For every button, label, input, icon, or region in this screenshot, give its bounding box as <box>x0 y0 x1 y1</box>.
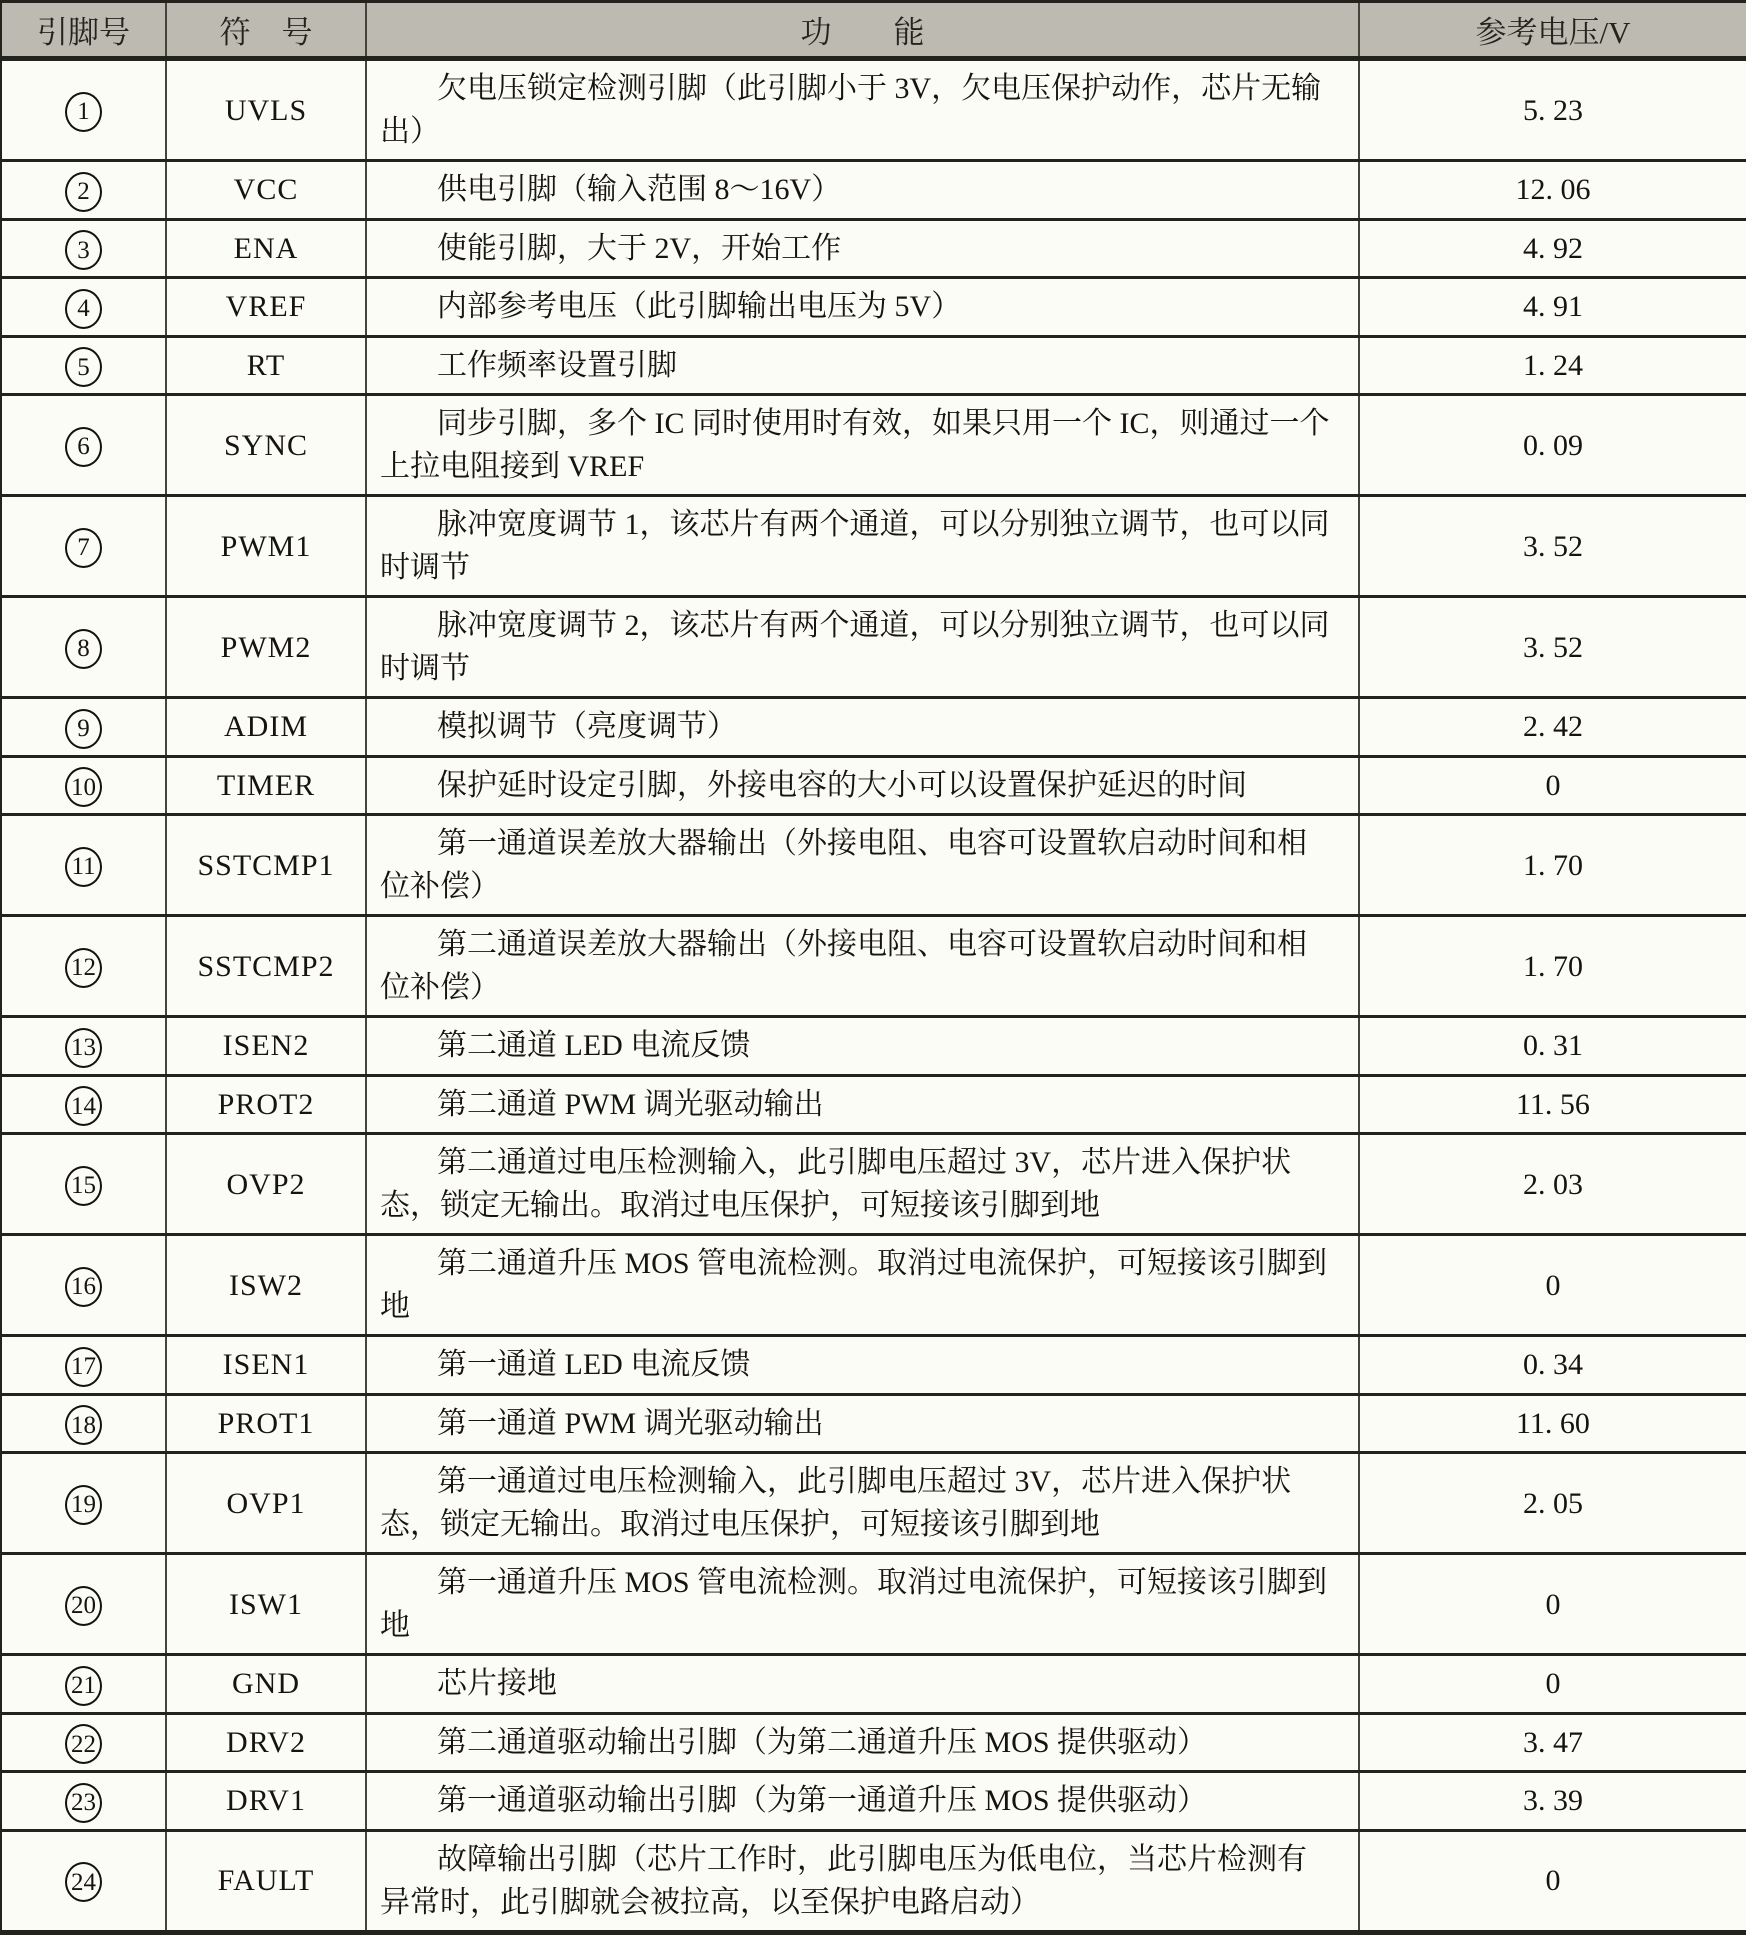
voltage-cell: 2. 42 <box>1359 698 1746 757</box>
voltage-cell: 0 <box>1359 1655 1746 1714</box>
table-row <box>1 336 1746 395</box>
symbol-cell: ADIM <box>166 698 366 757</box>
circled-pin-number: 16 <box>65 1267 102 1307</box>
symbol-cell: DRV2 <box>166 1713 366 1772</box>
function-cell: 第二通道驱动输出引脚（为第二通道升压 MOS 提供驱动） <box>366 1713 1359 1772</box>
function-cell: 脉冲宽度调节 2，该芯片有两个通道，可以分别独立调节，也可以同时调节 <box>366 597 1359 698</box>
pin-number-cell <box>1 219 166 278</box>
header-reference-voltage: 参考电压/V <box>1359 2 1746 59</box>
voltage-cell: 11. 60 <box>1359 1394 1746 1453</box>
pin-number-cell <box>1 1453 166 1554</box>
circled-pin-number: 1 <box>65 92 102 132</box>
function-cell: 芯片接地 <box>366 1655 1359 1714</box>
circled-pin-number: 14 <box>65 1086 102 1126</box>
table-row <box>1 1394 1746 1453</box>
voltage-cell: 3. 47 <box>1359 1713 1746 1772</box>
function-cell: 脉冲宽度调节 1，该芯片有两个通道，可以分别独立调节，也可以同时调节 <box>366 496 1359 597</box>
table-row <box>1 1453 1746 1554</box>
function-cell: 第一通道 LED 电流反馈 <box>366 1336 1359 1395</box>
pin-number-cell <box>1 1655 166 1714</box>
symbol-cell: VCC <box>166 161 366 220</box>
table-row <box>1 1336 1746 1395</box>
table-row <box>1 1134 1746 1235</box>
symbol-cell: GND <box>166 1655 366 1714</box>
function-cell: 第二通道 PWM 调光驱动输出 <box>366 1075 1359 1134</box>
function-cell: 第一通道过电压检测输入，此引脚电压超过 3V，芯片进入保护状态，锁定无输出。取消过电压保护，可短接该引脚到地 <box>366 1453 1359 1554</box>
voltage-cell: 0. 09 <box>1359 395 1746 496</box>
circled-pin-number: 12 <box>65 948 102 988</box>
function-cell: 内部参考电压（此引脚输出电压为 5V） <box>366 278 1359 337</box>
table-row <box>1 916 1746 1017</box>
function-cell: 第二通道误差放大器输出（外接电阻、电容可设置软启动时间和相位补偿） <box>366 916 1359 1017</box>
table-row <box>1 1772 1746 1831</box>
table-row <box>1 278 1746 337</box>
voltage-cell: 0 <box>1359 756 1746 815</box>
pin-number-cell <box>1 916 166 1017</box>
circled-pin-number: 21 <box>65 1666 102 1706</box>
table-row <box>1 698 1746 757</box>
voltage-cell: 2. 05 <box>1359 1453 1746 1554</box>
function-cell: 第二通道 LED 电流反馈 <box>366 1017 1359 1076</box>
table-header-row <box>1 2 1746 59</box>
symbol-cell: UVLS <box>166 59 366 161</box>
symbol-cell: PROT1 <box>166 1394 366 1453</box>
table-row <box>1 496 1746 597</box>
voltage-cell: 3. 52 <box>1359 496 1746 597</box>
function-cell: 使能引脚，大于 2V，开始工作 <box>366 219 1359 278</box>
table-row <box>1 219 1746 278</box>
voltage-cell: 11. 56 <box>1359 1075 1746 1134</box>
voltage-cell: 4. 91 <box>1359 278 1746 337</box>
symbol-cell: ISW2 <box>166 1235 366 1336</box>
voltage-cell: 1. 24 <box>1359 336 1746 395</box>
function-cell: 第一通道误差放大器输出（外接电阻、电容可设置软启动时间和相位补偿） <box>366 815 1359 916</box>
symbol-cell: TIMER <box>166 756 366 815</box>
pin-number-cell <box>1 1134 166 1235</box>
pin-number-cell <box>1 395 166 496</box>
function-cell: 保护延时设定引脚，外接电容的大小可以设置保护延迟的时间 <box>366 756 1359 815</box>
circled-pin-number: 2 <box>65 172 102 212</box>
voltage-cell: 1. 70 <box>1359 815 1746 916</box>
function-cell: 第二通道过电压检测输入，此引脚电压超过 3V，芯片进入保护状态，锁定无输出。取消过电压保护，可短接该引脚到地 <box>366 1134 1359 1235</box>
table-row <box>1 1235 1746 1336</box>
function-cell: 欠电压锁定检测引脚（此引脚小于 3V，欠电压保护动作，芯片无输出） <box>366 59 1359 161</box>
table-row <box>1 1554 1746 1655</box>
pin-number-cell <box>1 815 166 916</box>
symbol-cell: DRV1 <box>166 1772 366 1831</box>
voltage-cell: 12. 06 <box>1359 161 1746 220</box>
pin-number-cell <box>1 1336 166 1395</box>
voltage-cell: 0. 34 <box>1359 1336 1746 1395</box>
symbol-cell: ISW1 <box>166 1554 366 1655</box>
symbol-cell: PWM1 <box>166 496 366 597</box>
pin-number-cell <box>1 1017 166 1076</box>
circled-pin-number: 19 <box>65 1485 102 1525</box>
circled-pin-number: 15 <box>65 1166 102 1206</box>
voltage-cell: 2. 03 <box>1359 1134 1746 1235</box>
circled-pin-number: 24 <box>65 1862 102 1902</box>
table-row <box>1 1655 1746 1714</box>
circled-pin-number: 3 <box>65 230 102 270</box>
pin-number-cell <box>1 1830 166 1932</box>
function-cell: 工作频率设置引脚 <box>366 336 1359 395</box>
voltage-cell: 0. 31 <box>1359 1017 1746 1076</box>
table-row <box>1 1713 1746 1772</box>
circled-pin-number: 18 <box>65 1405 102 1445</box>
function-cell: 同步引脚，多个 IC 同时使用时有效，如果只用一个 IC，则通过一个上拉电阻接到 VREF <box>366 395 1359 496</box>
pin-number-cell <box>1 597 166 698</box>
symbol-cell: ISEN2 <box>166 1017 366 1076</box>
circled-pin-number: 6 <box>65 427 102 467</box>
circled-pin-number: 22 <box>65 1724 102 1764</box>
function-cell: 第一通道升压 MOS 管电流检测。取消过电流保护，可短接该引脚到地 <box>366 1554 1359 1655</box>
symbol-cell: OVP1 <box>166 1453 366 1554</box>
symbol-cell: SSTCMP2 <box>166 916 366 1017</box>
pin-number-cell <box>1 1075 166 1134</box>
pin-number-cell <box>1 698 166 757</box>
pin-number-cell <box>1 278 166 337</box>
table-row <box>1 815 1746 916</box>
voltage-cell: 0 <box>1359 1554 1746 1655</box>
circled-pin-number: 7 <box>65 528 102 568</box>
circled-pin-number: 9 <box>65 709 102 749</box>
symbol-cell: OVP2 <box>166 1134 366 1235</box>
function-cell: 第一通道驱动输出引脚（为第一通道升压 MOS 提供驱动） <box>366 1772 1359 1831</box>
table-row <box>1 1830 1746 1932</box>
circled-pin-number: 11 <box>65 847 102 887</box>
pin-number-cell <box>1 1394 166 1453</box>
symbol-cell: SYNC <box>166 395 366 496</box>
voltage-cell: 5. 23 <box>1359 59 1746 161</box>
pin-number-cell <box>1 336 166 395</box>
table-row <box>1 756 1746 815</box>
symbol-cell: RT <box>166 336 366 395</box>
function-cell: 第一通道 PWM 调光驱动输出 <box>366 1394 1359 1453</box>
table-row <box>1 395 1746 496</box>
pin-number-cell <box>1 161 166 220</box>
voltage-cell: 0 <box>1359 1830 1746 1932</box>
symbol-cell: SSTCMP1 <box>166 815 366 916</box>
table-row <box>1 1075 1746 1134</box>
symbol-cell: ENA <box>166 219 366 278</box>
voltage-cell: 0 <box>1359 1235 1746 1336</box>
circled-pin-number: 4 <box>65 289 102 329</box>
circled-pin-number: 5 <box>65 347 102 387</box>
pin-number-cell <box>1 1554 166 1655</box>
circled-pin-number: 8 <box>65 629 102 669</box>
function-cell: 第二通道升压 MOS 管电流检测。取消过电流保护，可短接该引脚到地 <box>366 1235 1359 1336</box>
voltage-cell: 3. 52 <box>1359 597 1746 698</box>
function-cell: 故障输出引脚（芯片工作时，此引脚电压为低电位，当芯片检测有异常时，此引脚就会被拉高，以至保护电路启动） <box>366 1830 1359 1932</box>
table-row <box>1 59 1746 161</box>
voltage-cell: 1. 70 <box>1359 916 1746 1017</box>
pin-number-cell <box>1 1713 166 1772</box>
table-row <box>1 597 1746 698</box>
pin-number-cell <box>1 59 166 161</box>
circled-pin-number: 23 <box>65 1783 102 1823</box>
pin-number-cell <box>1 1772 166 1831</box>
header-pin-number: 引脚号 <box>1 2 166 59</box>
circled-pin-number: 10 <box>65 767 102 807</box>
table-row <box>1 161 1746 220</box>
voltage-cell: 3. 39 <box>1359 1772 1746 1831</box>
function-cell: 供电引脚（输入范围 8～16V） <box>366 161 1359 220</box>
circled-pin-number: 20 <box>65 1586 102 1626</box>
voltage-cell: 4. 92 <box>1359 219 1746 278</box>
circled-pin-number: 17 <box>65 1347 102 1387</box>
symbol-cell: ISEN1 <box>166 1336 366 1395</box>
pin-number-cell <box>1 756 166 815</box>
header-function: 功 能 <box>366 2 1359 59</box>
symbol-cell: FAULT <box>166 1830 366 1932</box>
symbol-cell: PROT2 <box>166 1075 366 1134</box>
table-row <box>1 1017 1746 1076</box>
pin-number-cell <box>1 496 166 597</box>
function-cell: 模拟调节（亮度调节） <box>366 698 1359 757</box>
pin-number-cell <box>1 1235 166 1336</box>
table-body <box>1 59 1746 1933</box>
header-symbol: 符 号 <box>166 2 366 59</box>
symbol-cell: PWM2 <box>166 597 366 698</box>
circled-pin-number: 13 <box>65 1028 102 1068</box>
symbol-cell: VREF <box>166 278 366 337</box>
